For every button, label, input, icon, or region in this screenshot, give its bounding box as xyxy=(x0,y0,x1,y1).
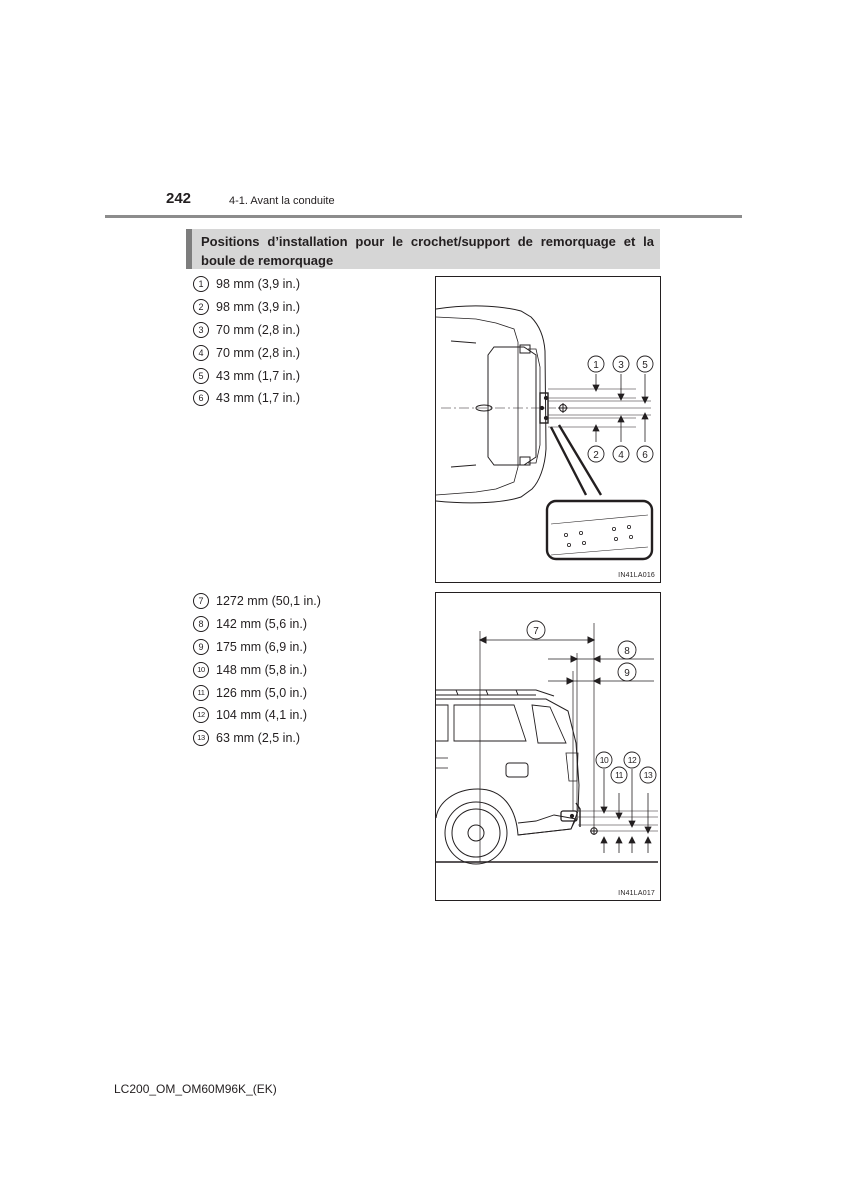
dimension-text: 70 mm (2,8 in.) xyxy=(216,322,301,337)
top-view-figure xyxy=(435,276,661,583)
callout-number: 8 xyxy=(193,616,209,632)
svg-text:11: 11 xyxy=(615,770,623,780)
list-item xyxy=(193,727,321,750)
figure-code: IN41LA016 xyxy=(618,572,655,579)
dimension-text: 175 mm (6,9 in.) xyxy=(216,639,308,654)
list-item xyxy=(193,613,321,636)
dimension-text: 98 mm (3,9 in.) xyxy=(216,300,301,315)
dimension-text: 126 mm (5,0 in.) xyxy=(216,685,308,700)
callout-number: 10 xyxy=(193,662,209,678)
callout-number: 12 xyxy=(193,707,209,723)
svg-text:13: 13 xyxy=(643,770,653,780)
document-footer: LC200_OM_OM60M96K_(EK) xyxy=(114,1082,277,1096)
svg-text:8: 8 xyxy=(624,646,630,657)
svg-text:10: 10 xyxy=(599,755,609,765)
callout-number: 7 xyxy=(193,593,209,609)
list-item xyxy=(193,364,300,387)
svg-text:5: 5 xyxy=(642,360,648,371)
dimension-text: 148 mm (5,8 in.) xyxy=(216,662,308,677)
list-item xyxy=(193,387,300,410)
section-title: Positions d’installation pour le crochet/support de remorquage et la boule de remorquage xyxy=(186,229,660,269)
list-item xyxy=(193,273,300,296)
vehicle-side-view-drawing xyxy=(436,593,661,901)
dimension-text: 43 mm (1,7 in.) xyxy=(216,391,301,406)
dimension-text: 142 mm (5,6 in.) xyxy=(216,617,308,632)
dimension-text: 98 mm (3,9 in.) xyxy=(216,277,301,292)
dimension-text: 43 mm (1,7 in.) xyxy=(216,368,301,383)
svg-text:12: 12 xyxy=(627,755,637,765)
list-item xyxy=(193,681,321,704)
svg-text:6: 6 xyxy=(642,450,648,461)
list-item xyxy=(193,636,321,659)
svg-text:7: 7 xyxy=(533,626,539,637)
svg-text:1: 1 xyxy=(593,360,599,371)
dimension-text: 1272 mm (50,1 in.) xyxy=(216,594,321,609)
dimension-text: 104 mm (4,1 in.) xyxy=(216,708,308,723)
callout-number: 3 xyxy=(193,322,209,338)
running-head: 4-1. Avant la conduite xyxy=(229,195,335,207)
dimension-text: 63 mm (2,5 in.) xyxy=(216,731,301,746)
svg-text:3: 3 xyxy=(618,360,624,371)
callout-number: 4 xyxy=(193,345,209,361)
callout-number: 1 xyxy=(193,276,209,292)
side-view-figure xyxy=(435,592,661,901)
dimension-text: 70 mm (2,8 in.) xyxy=(216,345,301,360)
svg-text:4: 4 xyxy=(618,450,624,461)
list-item xyxy=(193,590,321,613)
callout-number: 11 xyxy=(193,685,209,701)
list-item xyxy=(193,319,300,342)
callout-number: 2 xyxy=(193,299,209,315)
vehicle-top-view-drawing xyxy=(436,277,661,583)
callout-number: 9 xyxy=(193,639,209,655)
list-item xyxy=(193,704,321,727)
dimension-list-top xyxy=(193,273,300,410)
figure-code: IN41LA017 xyxy=(618,890,655,897)
svg-text:2: 2 xyxy=(593,450,599,461)
callout-number: 5 xyxy=(193,368,209,384)
list-item xyxy=(193,341,300,364)
dimension-list-bottom xyxy=(193,590,321,750)
page-number: 242 xyxy=(166,190,192,207)
callout-number: 13 xyxy=(193,730,209,746)
svg-text:9: 9 xyxy=(624,668,630,679)
header-rule xyxy=(105,215,742,218)
list-item xyxy=(193,658,321,681)
list-item xyxy=(193,296,300,319)
callout-number: 6 xyxy=(193,390,209,406)
